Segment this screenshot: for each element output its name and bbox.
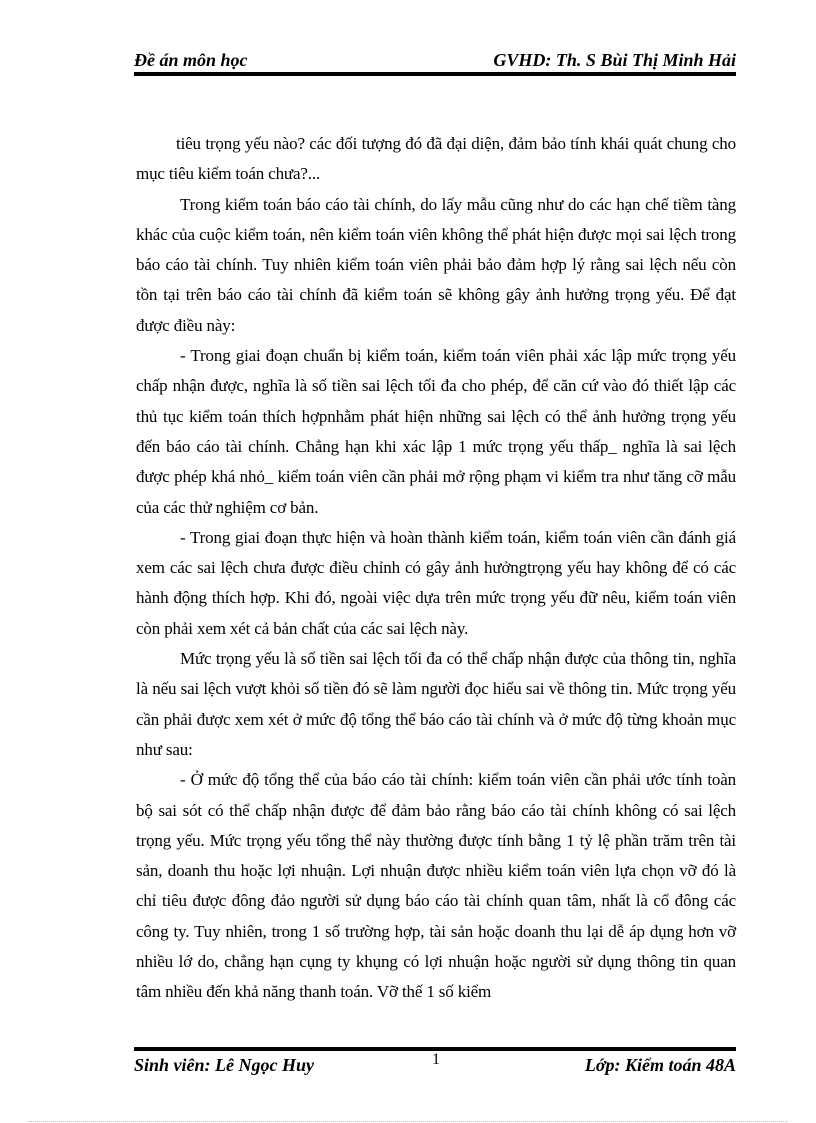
- supervisor-name: GVHD: Th. S Bùi Thị Minh Hải: [493, 50, 736, 70]
- paragraph: Trong kiểm toán báo cáo tài chính, do lấy mẫu cũng như do các hạn chế tiềm tàng khác của cuộc kiểm toán, nên kiểm toán viên không thể phát hiện được mọi sai lệch trong báo cáo tài chính. Tuy nhiên kiểm toán viên phải bảo đảm hợp lý rằng sai lệch nếu còn tồn tại trên báo cáo tài chính đã kiểm toán sẽ không gây ảnh hưởng trọng yếu. Để đạt được điều này:: [136, 194, 736, 335]
- paragraph: - Trong giai đoạn thực hiện và hoàn thành kiểm toán, kiểm toán viên cần đánh giá xem các sai lệch chưa được điều chỉnh có gây ảnh hưởngtrọng yếu hay không để có các hành động thích hợp. Khi đó, ngoài việc dựa trên mức trọng yếu đữ nêu, kiểm toán viên còn phải xem xét cả bản chất của các sai lệch này.: [136, 527, 736, 638]
- paragraph: - Ở mức độ tổng thể của báo cáo tài chính: kiểm toán viên cần phải ước tính toàn bộ sai sót có thể chấp nhận được để đảm bảo rằng báo cáo tài chính không có sai lệch trọng yếu. Mức trọng yếu tổng thể này thường được tính bằng 1 tỷ lệ phần trăm trên tài sản, doanh thu hoặc lợi nhuận. Lợi nhuận được nhiều kiểm toán viên lựa chọn vỡ đó là chỉ tiêu được đông đảo người sử dụng báo cáo tài chính quan tâm, nhất là cổ đông các công ty. Tuy nhiên, trong 1 số trường hợp, tài sản hoặc doanh thu lại dễ áp dụng hơn vỡ nhiều lớ do, chẳng hạn cụng ty khụng có lợi nhuận hoặc người sử dụng thông tin quan tâm nhiều đến khả năng thanh toán. Vỡ thế 1 số kiểm: [136, 770, 736, 1002]
- course-title: Đề án môn học: [134, 50, 248, 70]
- class-name: Lớp: Kiểm toán 48A: [584, 1055, 736, 1075]
- page-edge: [28, 1121, 788, 1122]
- page-header: [134, 46, 736, 74]
- paragraph: tiêu trọng yếu nào? các đối tượng đó đã đại diện, đảm bảo tính khái quát chung cho mục tiêu kiểm toán chưa?...: [136, 134, 736, 184]
- document-body: [136, 129, 736, 1008]
- student-name: Sinh viên: Lê Ngọc Huy: [134, 1055, 314, 1075]
- page-number: 1: [432, 1051, 440, 1068]
- page-footer: [134, 1051, 736, 1081]
- header-divider: [134, 72, 736, 76]
- paragraph: - Trong giai đoạn chuẩn bị kiểm toán, kiểm toán viên phải xác lập mức trọng yếu chấp nhận được, nghĩa là số tiền sai lệch tối đa cho phép, để căn cứ vào đó thiết lập các thủ tục kiểm toán thích hợpnhằm phát hiện những sai lệch có thể ảnh hưởng trọng yếu đến báo cáo tài chính. Chẳng hạn khi xác lập 1 mức trọng yếu thấp_ nghĩa là sai lệch được phép khá nhỏ_ kiểm toán viên cần phải mở rộng phạm vi kiểm tra như tăng cỡ mẫu của các thử nghiệm cơ bản.: [136, 346, 736, 517]
- paragraph: Mức trọng yếu là số tiền sai lệch tối đa có thể chấp nhận được của thông tin, nghĩa là nếu sai lệch vượt khỏi số tiền đó sẽ làm người đọc hiểu sai về thông tin. Mức trọng yếu cần phải được xem xét ở mức độ tổng thể báo cáo tài chính và ở mức độ từng khoản mục như sau:: [136, 649, 736, 759]
